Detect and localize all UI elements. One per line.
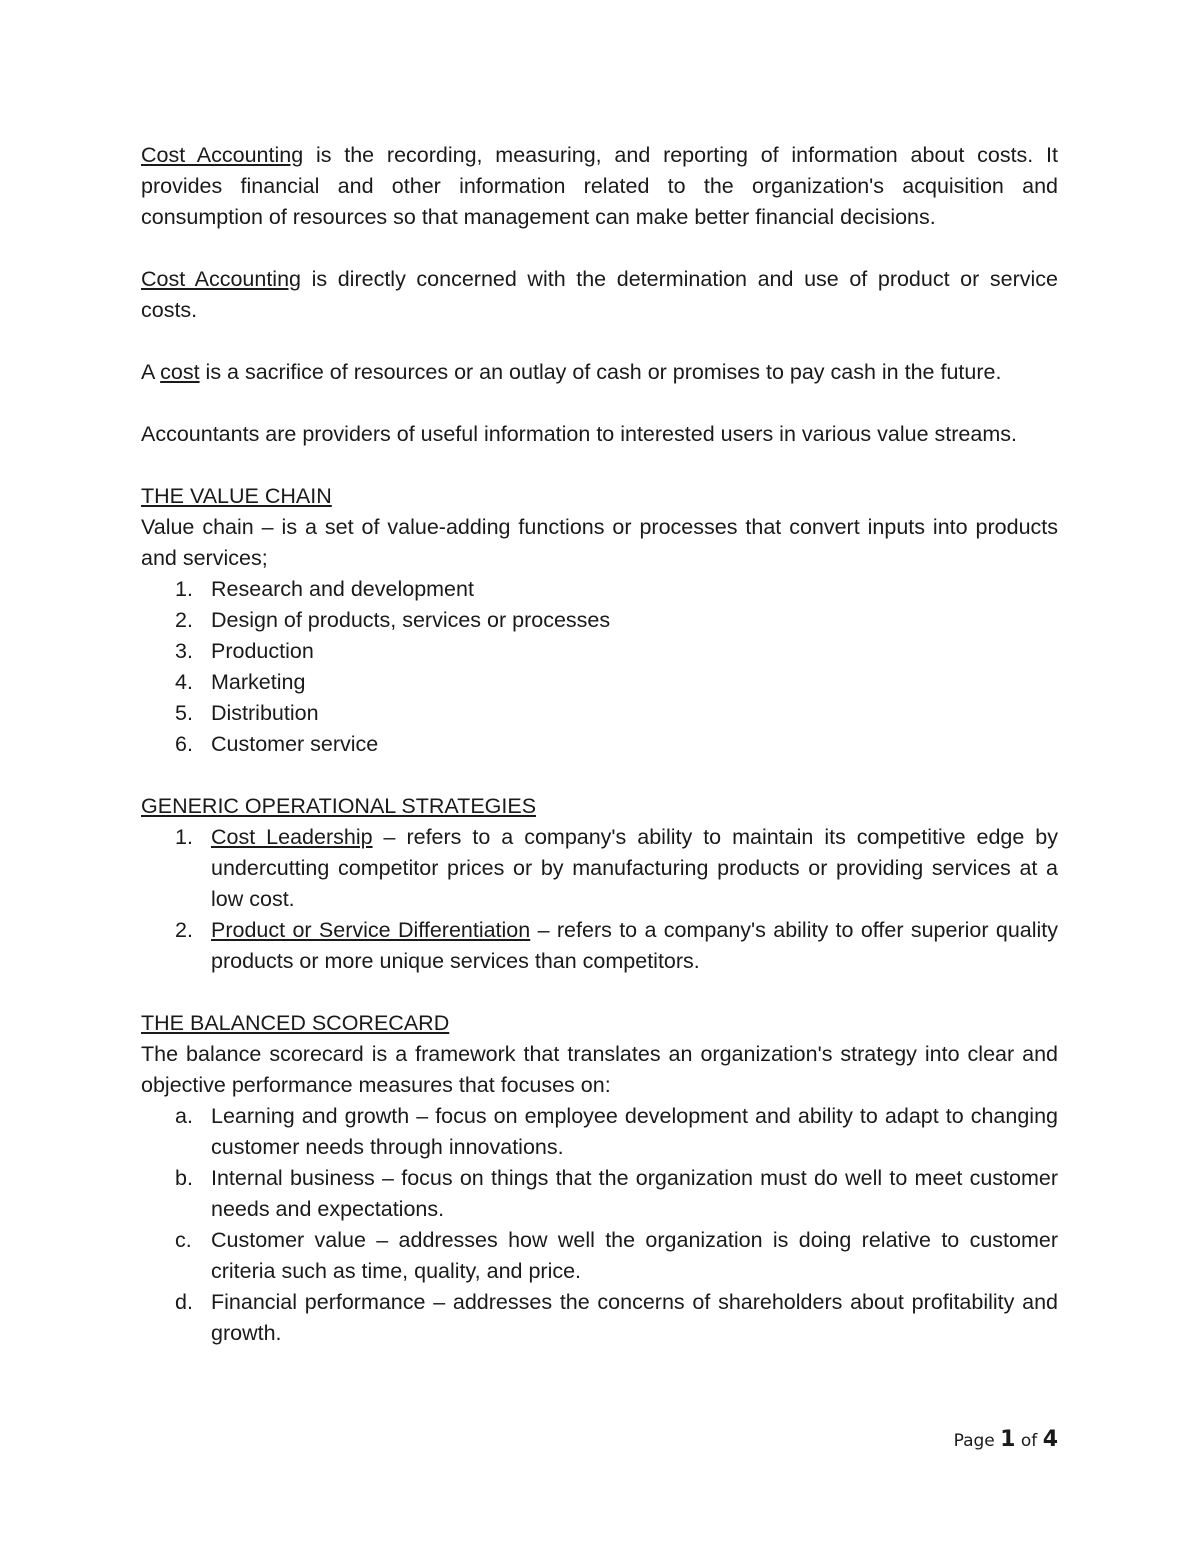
list-item: d. Financial performance – addresses the concerns of shareholders about profitability and growth. <box>175 1290 1058 1345</box>
term-product-differentiation: Product or Service Differentiation <box>211 918 531 942</box>
total-pages-number: 4 <box>1042 1427 1058 1452</box>
scorecard-list <box>141 1101 1058 1349</box>
value-chain-list <box>141 574 1058 760</box>
page-number-footer <box>0 1427 1058 1452</box>
term-cost-accounting: Cost Accounting <box>141 267 301 291</box>
list-item: 1. Cost Leadership – refers to a company's ability to maintain its competitive edge by undercutting competitor prices or by manufacturing products or providing services at a low cost. <box>175 825 1058 911</box>
list-item: 2. Product or Service Differentiation – refers to a company's ability to offer superior quality products or more unique services than competitors. <box>175 918 1059 973</box>
value-chain-intro: Value chain – is a set of value-adding functions or processes that convert inputs into products and services; <box>141 515 1058 570</box>
term-cost-leadership: Cost Leadership <box>211 825 373 849</box>
paragraph-text: A <box>141 360 161 384</box>
paragraph-cost-accounting-definition <box>141 140 1058 233</box>
term-cost-accounting: Cost Accounting <box>141 143 304 167</box>
section-heading-strategies: GENERIC OPERATIONAL STRATEGIES <box>141 794 537 818</box>
document-body <box>141 140 1058 1349</box>
of-label: of <box>1020 1431 1038 1451</box>
list-item: 1. Research and development <box>175 577 474 601</box>
paragraph-cost-definition <box>141 357 1058 388</box>
strategies-list <box>141 822 1058 977</box>
list-item: 3. Production <box>175 639 314 663</box>
page-label: Page <box>953 1431 995 1451</box>
section-heading-value-chain: THE VALUE CHAIN <box>141 484 332 508</box>
list-item: a. Learning and growth – focus on employee development and ability to adapt to changing customer needs through innovations. <box>175 1104 1058 1159</box>
list-item: b. Internal business – focus on things that the organization must do well to meet customer needs and expectations. <box>175 1166 1058 1221</box>
term-cost: cost <box>160 360 200 384</box>
scorecard-intro: The balance scorecard is a framework that translates an organization's strategy into clear and objective performance measures that focuses on: <box>141 1042 1058 1097</box>
paragraph-accountants: Accountants are providers of useful information to interested users in various value streams. <box>141 422 1017 446</box>
list-item: 2. Design of products, services or processes <box>175 608 611 632</box>
list-item: 6. Customer service <box>175 732 379 756</box>
paragraph-text: is directly concerned with the determination and use of product or service costs. <box>141 267 1058 322</box>
section-heading-balanced-scorecard: THE BALANCED SCORECARD <box>141 1011 450 1035</box>
current-page-number: 1 <box>1000 1427 1016 1452</box>
paragraph-cost-accounting-scope <box>141 264 1058 326</box>
list-item: c. Customer value – addresses how well the organization is doing relative to customer criteria such as time, quality, and price. <box>175 1228 1058 1283</box>
paragraph-text: is a sacrifice of resources or an outlay of cash or promises to pay cash in the future. <box>199 360 1002 384</box>
list-item: 4. Marketing <box>175 670 306 694</box>
list-item: 5. Distribution <box>175 701 319 725</box>
paragraph-text: is the recording, measuring, and reporting of information about costs. It provides financial and other information related to the organization's acquisition and consumption of resources so that management can make better financial decisions. <box>141 143 1058 229</box>
